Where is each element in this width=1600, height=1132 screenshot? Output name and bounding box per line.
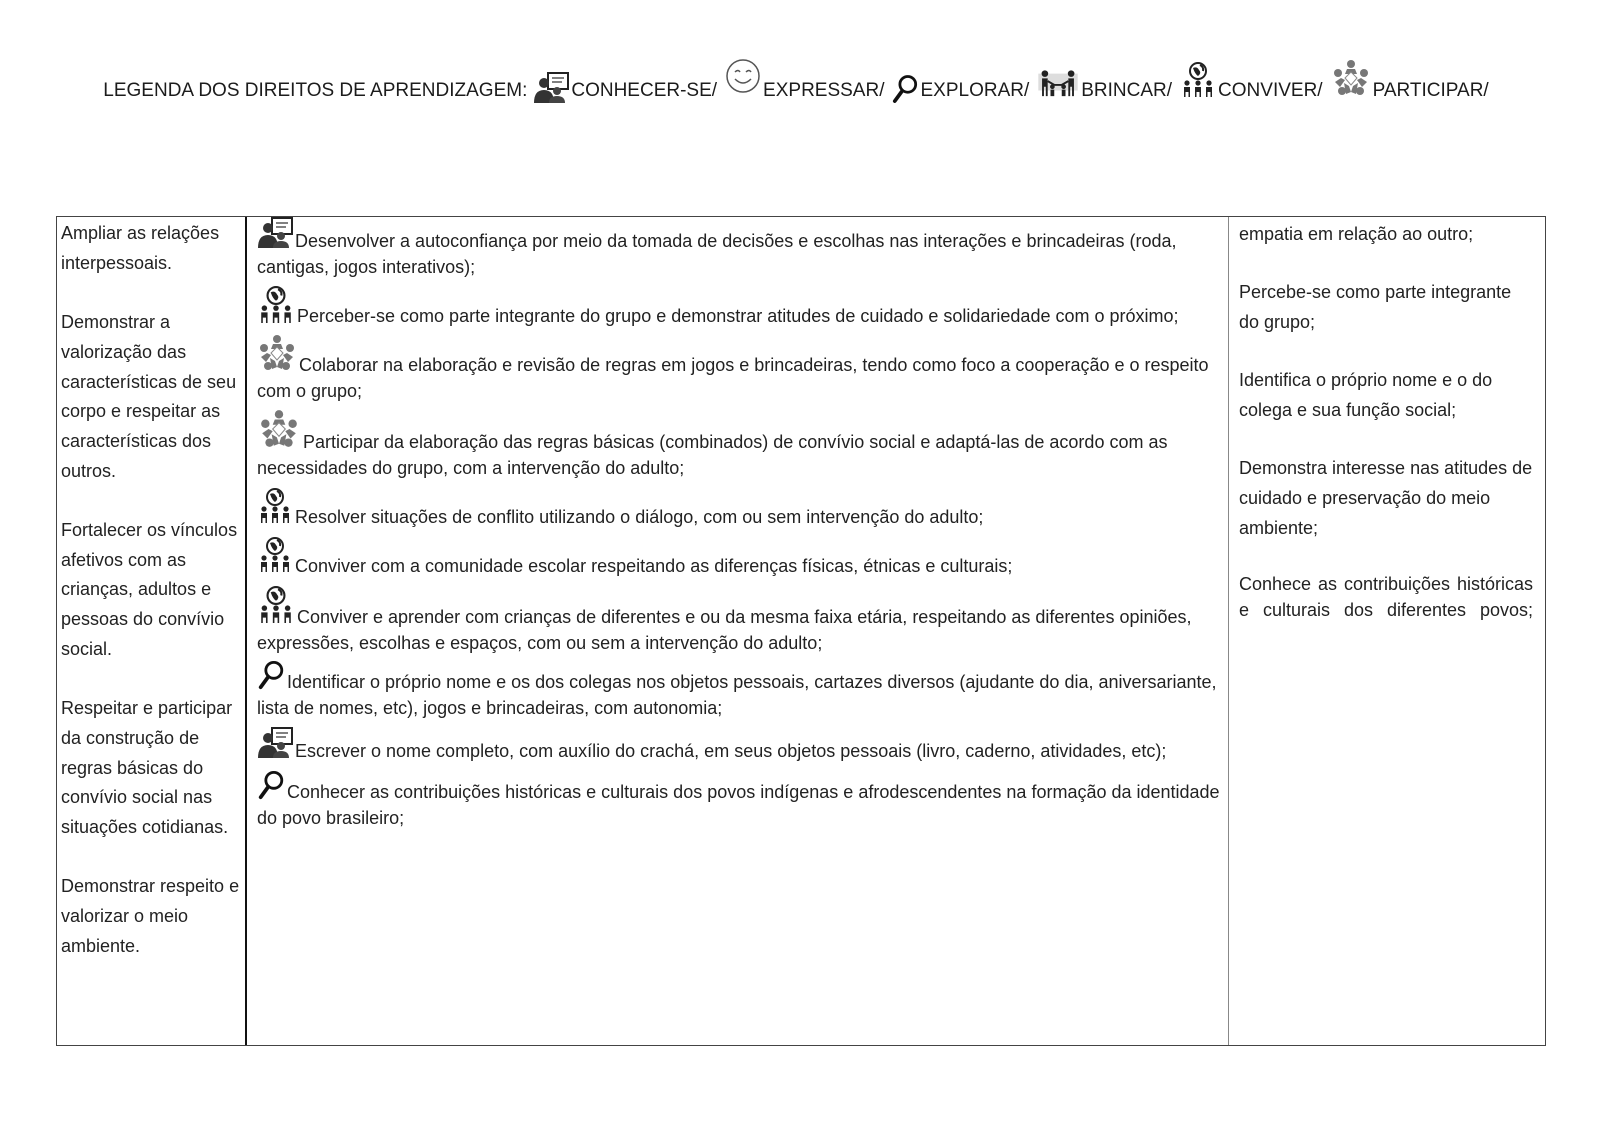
magnifier-icon: [892, 74, 918, 104]
magnifier-icon: [257, 660, 285, 690]
goal-text: Resolver situações de conflito utilizando o diálogo, com ou sem intervenção do adulto;: [295, 507, 984, 527]
globe-people-icon: [257, 286, 295, 324]
objective-text: Ampliar as relações interpessoais.: [61, 223, 220, 273]
globe-people-icon: [1180, 62, 1216, 98]
legend-entry-expressar: [725, 68, 884, 104]
people-board-icon: [533, 72, 569, 104]
legend-entry-label: CONHECER-SE/: [571, 80, 718, 101]
goal-item: [257, 660, 1224, 721]
evaluation-text: Conhece as contribuições históricas e culturais dos diferentes povos;: [1239, 574, 1533, 620]
legend-entry-label: CONVIVER/: [1218, 80, 1323, 101]
playing-kids-icon: [1037, 68, 1079, 98]
learning-goals-column: [247, 217, 1229, 1045]
goal-item: [257, 536, 1224, 579]
goal-item: [257, 727, 1224, 764]
globe-people-icon: [257, 536, 293, 574]
objective-text: Fortalecer os vínculos afetivos com as crianças, adultos e pessoas do convívio social.: [61, 520, 238, 659]
goal-text: Conhecer as contribuições históricas e culturais dos povos indígenas e afrodescendentes na formação da identidade do povo brasileiro;: [257, 782, 1220, 828]
goal-text: Conviver com a comunidade escolar respeitando as diferenças físicas, étnicas e culturais;: [295, 556, 1013, 576]
evaluation-text: empatia em relação ao outro;: [1239, 224, 1474, 244]
legend-header: [0, 64, 1600, 104]
objective-text: Demonstrar a valorização das características de seu corpo e respeitar as características dos outros.: [61, 312, 237, 481]
people-board-icon: [257, 217, 293, 249]
goal-item: [257, 333, 1224, 404]
goal-text: Conviver e aprender com crianças de diferentes e ou da mesma faixa etária, respeitando as diferentes opiniões, expressões, escolhas e espaços, com ou sem a intervenção do adulto;: [257, 607, 1192, 653]
legend-entry-brincar: [1037, 74, 1172, 104]
objective-text: Demonstrar respeito e valorizar o meio ambiente.: [61, 876, 240, 956]
star-people-icon: [257, 333, 297, 373]
objective-text: Respeitar e participar da construção de regras básicas do convívio social nas situações cotidianas.: [61, 698, 233, 838]
evaluation-text: Percebe-se como parte integrante do grupo;: [1239, 282, 1512, 332]
legend-title: LEGENDA DOS DIREITOS DE APRENDIZAGEM:: [103, 80, 528, 101]
goal-item: [257, 217, 1224, 280]
legend-entry-conhecer: [533, 72, 717, 104]
goal-text: Perceber-se como parte integrante do grupo e demonstrar atitudes de cuidado e solidariedade com o próximo;: [297, 306, 1179, 326]
legend-entry-participar: [1331, 64, 1489, 104]
goal-item: [257, 770, 1224, 831]
legend-entry-label: EXPRESSAR/: [763, 80, 885, 101]
goal-item: [257, 286, 1224, 329]
star-people-icon: [1331, 58, 1371, 98]
goal-text: Escrever o nome completo, com auxílio do crachá, em seus objetos pessoais (livro, caderno, atividades, etc);: [295, 741, 1167, 761]
evaluation-column: [1229, 217, 1545, 1045]
globe-people-icon: [257, 585, 295, 625]
goal-item: [257, 585, 1224, 656]
curriculum-table: [56, 216, 1546, 1046]
goal-text: Identificar o próprio nome e os dos colegas nos objetos pessoais, cartazes diversos (ajudante do dia, aniversariante, lista de nomes, etc), jogos e brincadeiras, com autonomia;: [257, 672, 1217, 718]
globe-people-icon: [257, 487, 293, 525]
goal-text: Desenvolver a autoconfiança por meio da tomada de decisões e escolhas nas interações e brincadeiras (roda, cantigas, jogos interativos);: [257, 231, 1177, 277]
legend-entry-label: BRINCAR/: [1081, 80, 1173, 101]
evaluation-text: Demonstra interesse nas atitudes de cuidado e preservação do meio ambiente;: [1239, 458, 1533, 538]
legend-entry-conviver: [1180, 68, 1323, 104]
star-people-icon: [257, 408, 301, 450]
people-board-icon: [257, 727, 293, 759]
legend-entry-label: EXPLORAR/: [920, 80, 1030, 101]
goal-text: Participar da elaboração das regras básicas (combinados) de convívio social e adaptá-las de acordo com as necessidades do grupo, com a intervenção do adulto;: [257, 432, 1168, 478]
goal-text: Colaborar na elaboração e revisão de regras em jogos e brincadeiras, tendo como foco a cooperação e o respeito com o grupo;: [257, 355, 1209, 401]
objectives-column: [57, 217, 247, 1045]
magnifier-icon: [257, 770, 285, 800]
legend-entry-explorar: [892, 74, 1029, 104]
goal-item: [257, 408, 1224, 481]
smiley-icon: [725, 58, 761, 94]
evaluation-text: Identifica o próprio nome e o do colega e sua função social;: [1239, 370, 1493, 420]
goal-item: [257, 487, 1224, 530]
legend-entry-label: PARTICIPAR/: [1372, 80, 1489, 101]
